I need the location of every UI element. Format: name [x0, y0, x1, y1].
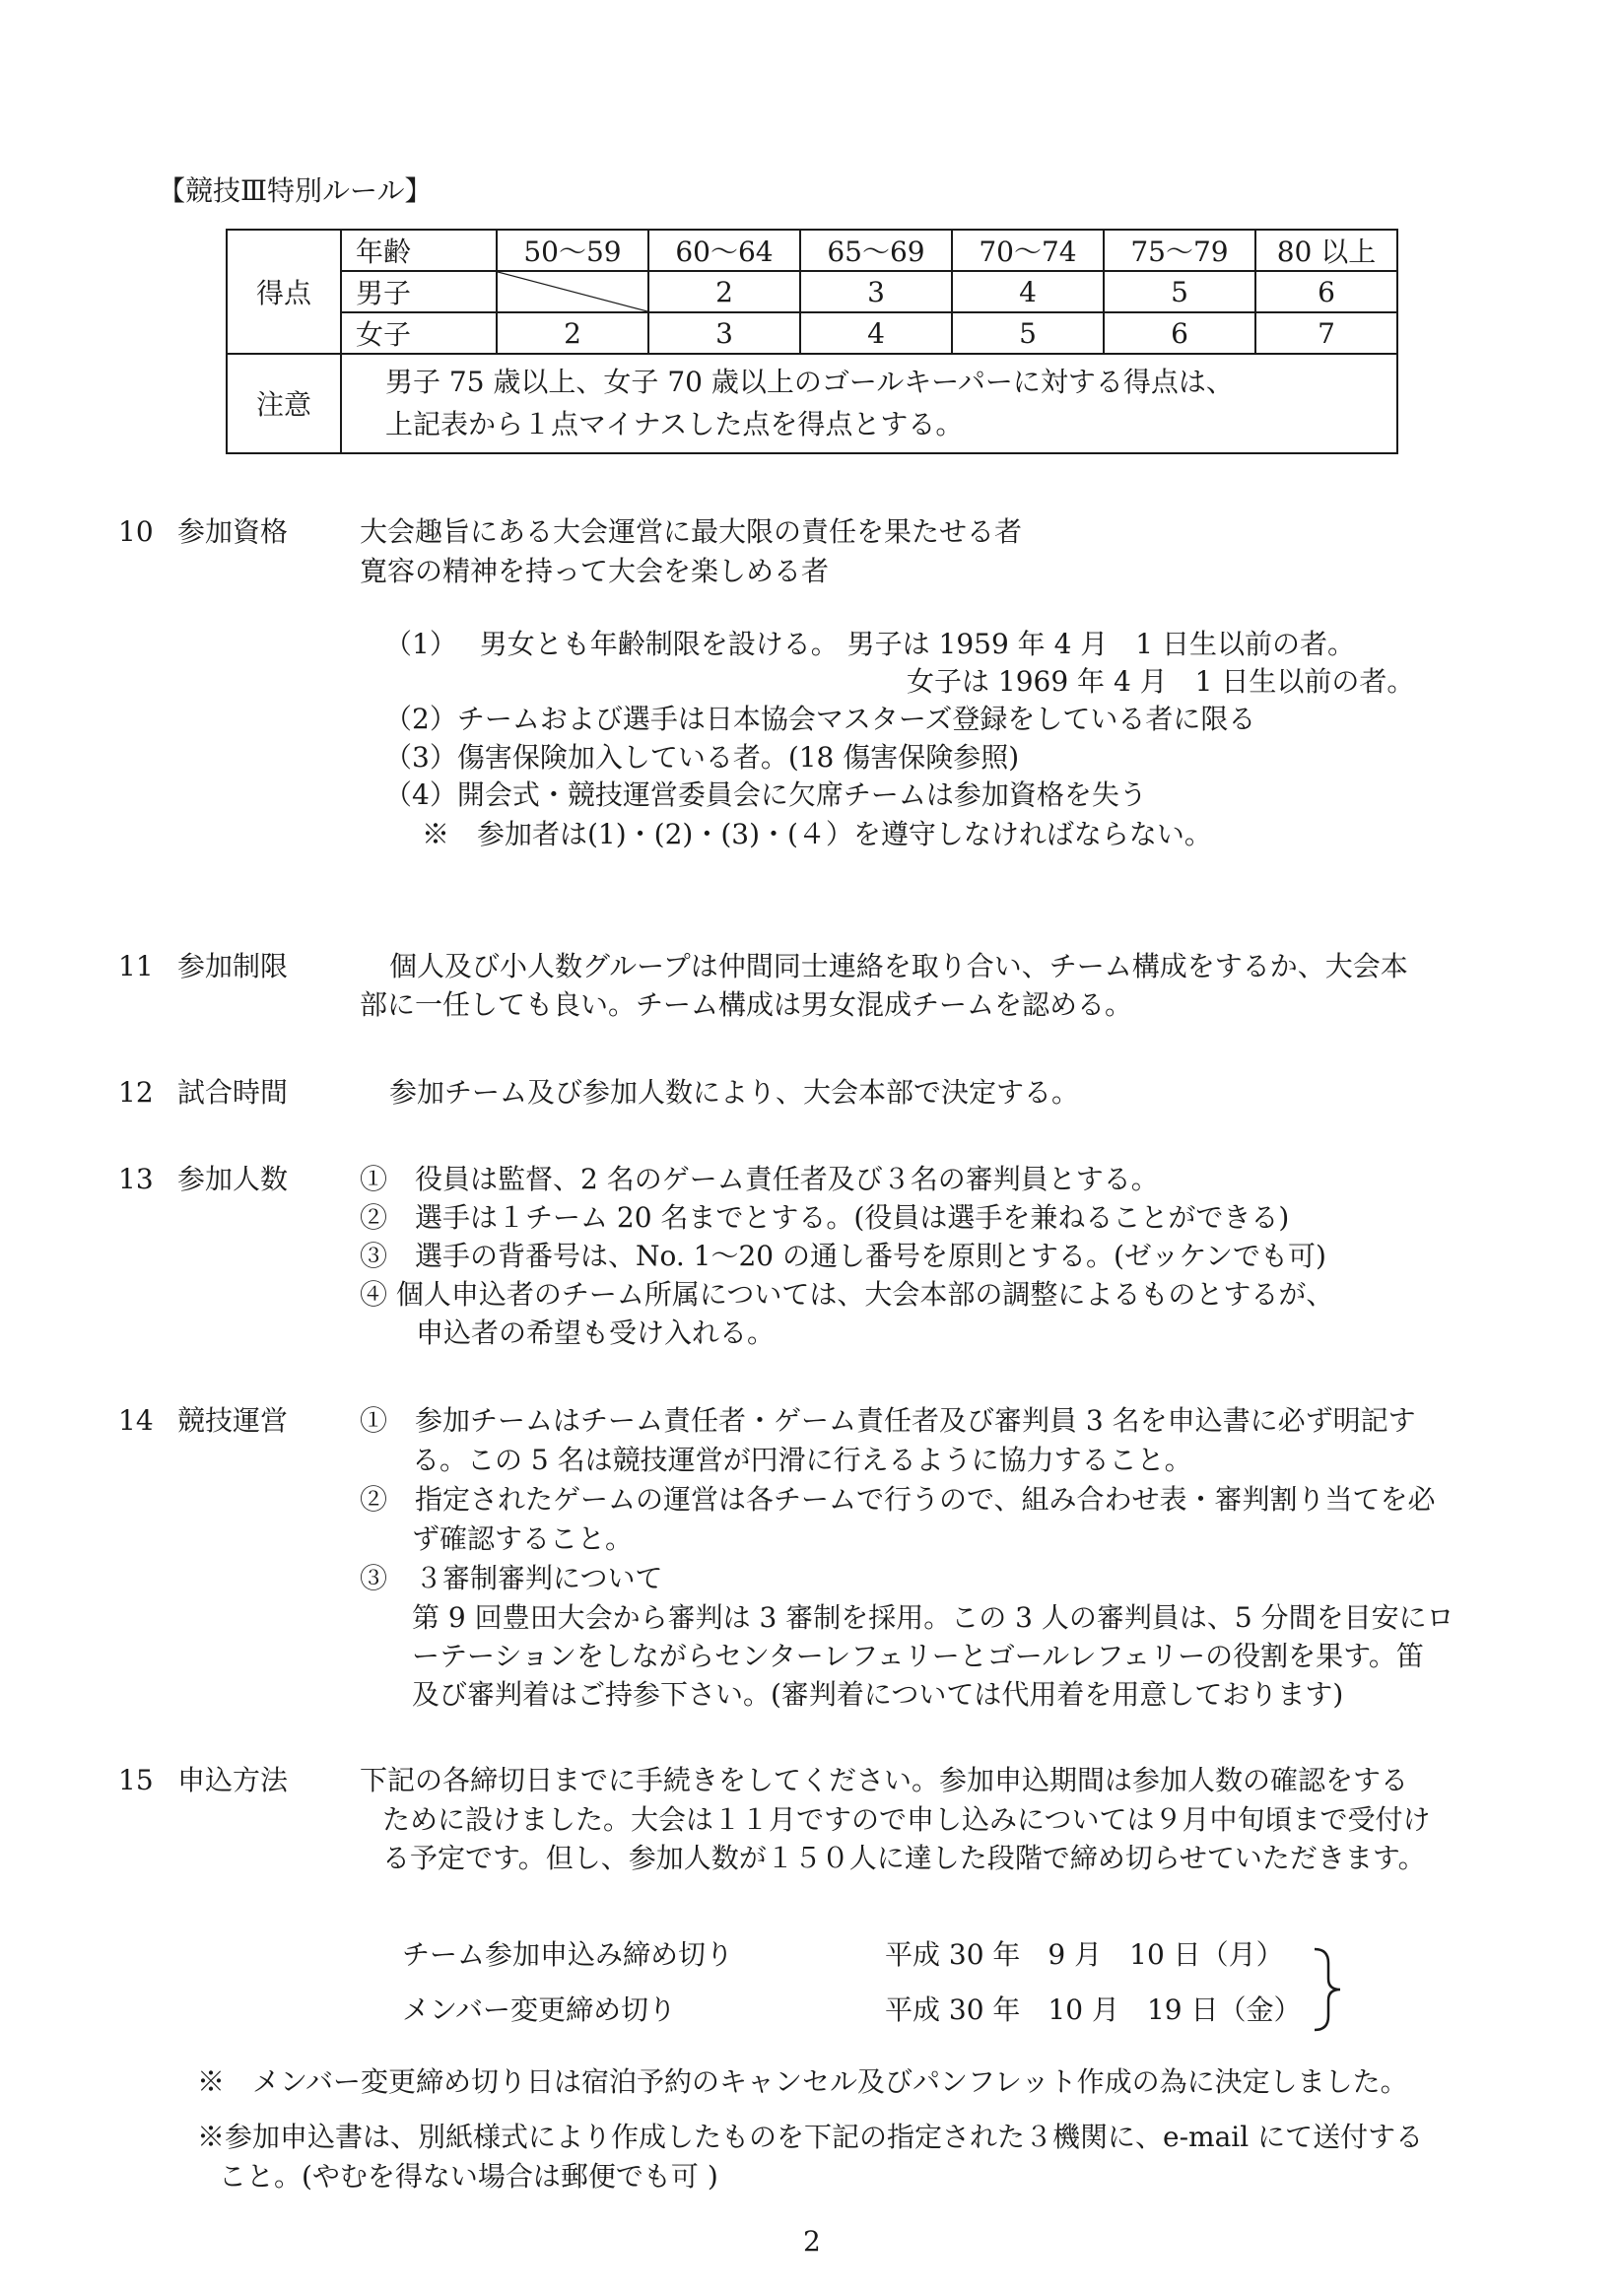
sec14-item: る。この 5 名は競技運営が円滑に行えるように協力すること。 — [412, 1444, 1192, 1476]
sec11-line: 個人及び小人数グループは仲間同士連絡を取り合い、チーム構成をするか、大会本 — [389, 950, 1408, 982]
female-score-cell: 2 — [497, 312, 648, 354]
male-score-cell: 2 — [648, 271, 800, 312]
sec13-num: 13 — [118, 1163, 154, 1195]
sec10-item1: （1） 男女とも年齢制限を設ける。 男子は 1959 年 4 月 1 日生以前の者。 — [384, 628, 1356, 660]
sec13-item: ④ 個人申込者のチーム所属については、大会本部の調整によるものとするが、 — [360, 1278, 1334, 1311]
sec10-note: ※ 参加者は(1)・(2)・(3)・(４）を遵守しなければならない。 — [422, 818, 1212, 850]
sec12-num: 12 — [118, 1076, 154, 1109]
sec14-item: ② 指定されたゲームの運営は各チームで行うので、組み合わせ表・審判割り当てを必 — [360, 1483, 1436, 1516]
female-score-cell: 3 — [648, 312, 800, 354]
special-rules-heading: 【競技Ⅲ特別ルール】 — [158, 174, 433, 207]
note-text — [341, 354, 1397, 453]
sec14-item: ① 参加チームはチーム責任者・ゲーム責任者及び審判員 3 名を申込書に必ず明記す — [360, 1404, 1416, 1437]
sec10-line: 大会趣旨にある大会運営に最大限の責任を果たせる者 — [360, 515, 1023, 548]
note-label: 注意 — [227, 354, 341, 453]
deadline1-label: チーム参加申込み締め切り — [402, 1938, 734, 1971]
diagonal-line — [498, 272, 647, 311]
male-score-empty-cell — [497, 271, 648, 312]
score-label: 得点 — [227, 230, 341, 354]
note-line: 上記表から１点マイナスした点を得点とする。 — [385, 408, 964, 441]
sec10-line: 寛容の精神を持って大会を楽しめる者 — [360, 555, 830, 587]
sec13-item: 申込者の希望も受け入れる。 — [416, 1317, 776, 1349]
sec12-line: 参加チーム及び参加人数により、大会本部で決定する。 — [389, 1076, 1080, 1109]
right-brace-icon — [1311, 1945, 1344, 2034]
female-score-cell: 6 — [1104, 312, 1255, 354]
sec11-num: 11 — [118, 950, 154, 982]
male-label: 男子 — [341, 271, 497, 312]
sec14-item: 及び審判着はご持参下さい。(審判着については代用着を用意しております) — [412, 1678, 1344, 1711]
special-rules-table — [226, 229, 1398, 454]
age-group-cell: 75～79 — [1104, 230, 1255, 271]
deadline1-date: 平成 30 年 9 月 10 日（月） — [885, 1938, 1284, 1971]
sec14-item: ず確認すること。 — [412, 1522, 634, 1555]
female-score-cell: 4 — [800, 312, 952, 354]
sec14-item: ③ ３審制審判について — [360, 1562, 663, 1594]
female-label: 女子 — [341, 312, 497, 354]
sec15-line: 下記の各締切日までに手続きをしてください。参加申込期間は参加人数の確認をする — [360, 1764, 1409, 1796]
female-score-cell: 7 — [1255, 312, 1397, 354]
sec15-line: る予定です。但し、参加人数が１５０人に達した段階で締め切らせていただきます。 — [382, 1842, 1426, 1874]
male-score-cell: 4 — [952, 271, 1104, 312]
sec11-title: 参加制限 — [177, 950, 289, 982]
sec15-note2-cont: こと。(やむを得ない場合は郵便でも可 ) — [219, 2160, 718, 2193]
sec15-note1: ※ メンバー変更締め切り日は宿泊予約のキャンセル及びパンフレット作成の為に決定しました。 — [197, 2065, 1408, 2098]
note-line: 男子 75 歳以上、女子 70 歳以上のゴールキーパーに対する得点は、 — [385, 366, 1234, 398]
sec14-item: ーテーションをしながらセンターレフェリーとゴールレフェリーの役割を果す。笛 — [412, 1640, 1424, 1672]
male-score-cell: 5 — [1104, 271, 1255, 312]
age-group-cell: 70～74 — [952, 230, 1104, 271]
deadline2-label: メンバー変更締め切り — [402, 1993, 677, 2026]
sec13-title: 参加人数 — [177, 1163, 289, 1195]
sec15-note2: ※参加申込書は、別紙様式により作成したものを下記の指定された３機関に、e-mail にて送付する — [197, 2121, 1424, 2153]
sec14-item: 第 9 回豊田大会から審判は 3 審制を採用。この 3 人の審判員は、5 分間を目安にロ — [412, 1601, 1454, 1634]
sec10-item1-b: 女子は 1969 年 4 月 1 日生以前の者。 — [907, 665, 1415, 698]
sec15-line: ために設けました。大会は１１月ですので申し込みについては９月中旬頃まで受付け — [382, 1803, 1431, 1836]
sec10-item2: （2）チームおよび選手は日本協会マスターズ登録をしている者に限る — [384, 703, 1256, 735]
sec14-title: 競技運営 — [177, 1404, 289, 1437]
male-score-cell: 3 — [800, 271, 952, 312]
age-label: 年齢 — [341, 230, 497, 271]
age-group-cell: 50～59 — [497, 230, 648, 271]
sec12-title: 試合時間 — [177, 1076, 289, 1109]
age-group-cell: 60～64 — [648, 230, 800, 271]
sec10-num: 10 — [118, 515, 154, 548]
sec15-title: 申込方法 — [177, 1764, 289, 1796]
age-group-cell: 65～69 — [800, 230, 952, 271]
sec11-line: 部に一任しても良い。チーム構成は男女混成チームを認める。 — [360, 988, 1133, 1021]
sec15-num: 15 — [118, 1764, 154, 1796]
deadline2-date: 平成 30 年 10 月 19 日（金） — [885, 1993, 1302, 2026]
sec13-item: ① 役員は監督、2 名のゲーム責任者及び３名の審判員とする。 — [360, 1163, 1159, 1195]
sec10-title: 参加資格 — [177, 515, 289, 548]
age-group-cell: 80 以上 — [1255, 230, 1397, 271]
sec10-item4: （4）開会式・競技運営委員会に欠席チームは参加資格を失う — [384, 778, 1147, 811]
page-number: 2 — [803, 2225, 821, 2258]
male-score-cell: 6 — [1255, 271, 1397, 312]
female-score-cell: 5 — [952, 312, 1104, 354]
sec14-num: 14 — [118, 1404, 154, 1437]
sec10-item3: （3）傷害保険加入している者。(18 傷害保険参照) — [384, 741, 1020, 774]
sec13-item: ② 選手は１チーム 20 名までとする。(役員は選手を兼ねることができる) — [360, 1201, 1290, 1234]
sec13-item: ③ 選手の背番号は、No. 1～20 の通し番号を原則とする。(ゼッケンでも可) — [360, 1240, 1326, 1272]
